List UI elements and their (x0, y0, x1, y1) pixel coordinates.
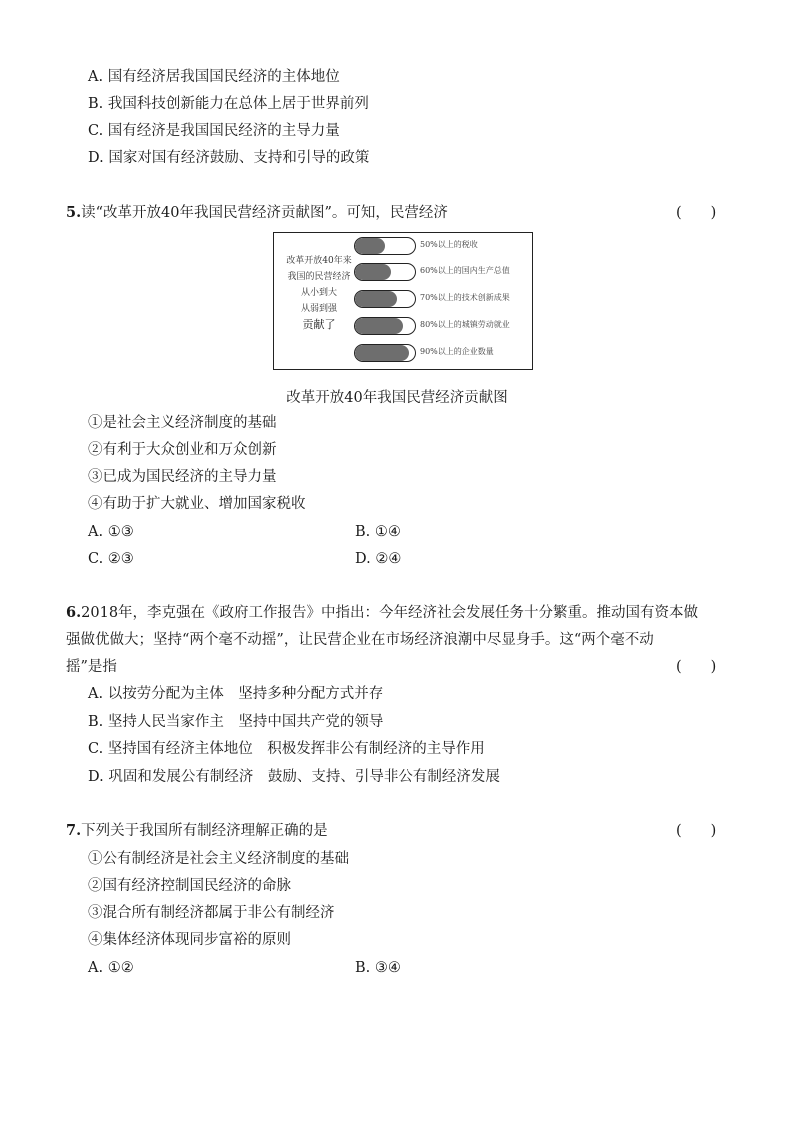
q6-stem-line2: 强做优做大；坚持“两个毫不动摇”，让民营企业在市场经济浪潮中尽显身手。这“两个毫不动 (66, 632, 654, 648)
q4-option-a: A. 国有经济居我国国民经济的主体地位 (88, 69, 340, 85)
q5-stem-text: 读“改革开放40年我国民营经济贡献图”。可知，民营经济 (81, 205, 448, 221)
q4-option-c: C. 国有经济是我国国民经济的主导力量 (88, 123, 340, 139)
figure-bar-label: 60%以上的国内生产总值 (420, 266, 510, 275)
figure-bar-row (354, 317, 530, 337)
figure-pill-fill (355, 345, 409, 361)
q6-stem-line1 (66, 603, 698, 623)
figure-pill-fill (355, 318, 403, 334)
q7-stem (66, 821, 328, 841)
q6-line1-text: 2018年，李克强在《政府工作报告》中指出：今年经济社会发展任务十分繁重。推动国有资本做 (81, 605, 699, 621)
q7-number: 7. (66, 822, 82, 839)
q7-answer-paren: ( ) (676, 823, 717, 839)
figure-pill (354, 263, 416, 281)
q5-option-d: D. ②④ (355, 551, 402, 567)
q5-statement-3: ③已成为国民经济的主导力量 (88, 469, 277, 485)
figure-left-line: 从弱到强 (300, 304, 337, 314)
contribution-figure (273, 232, 533, 370)
q5-option-c: C. ②③ (88, 551, 134, 567)
q6-number: 6. (66, 604, 82, 621)
q5-stem (66, 203, 448, 223)
q7-statement-4: ④集体经济体现同步富裕的原则 (88, 932, 291, 948)
q4-option-d: D. 国家对国有经济鼓励、支持和引导的政策 (88, 150, 370, 166)
figure-bar-row (354, 344, 530, 364)
figure-pill (354, 290, 416, 308)
figure-bar-row (354, 237, 530, 257)
figure-left-emphasis: 贡献了 (302, 318, 336, 331)
figure-left-text (280, 253, 358, 333)
figure-bar-row (354, 263, 530, 283)
q6-answer-paren: ( ) (676, 659, 717, 675)
figure-pill (354, 344, 416, 362)
figure-bar-label: 80%以上的城镇劳动就业 (420, 320, 510, 329)
q7-option-b: B. ③④ (355, 960, 401, 976)
q6-option-d: D. 巩固和发展公有制经济 鼓励、支持、引导非公有制经济发展 (88, 769, 500, 785)
q5-statement-4: ④有助于扩大就业、增加国家税收 (88, 496, 306, 512)
q6-option-c: C. 坚持国有经济主体地位 积极发挥非公有制经济的主导作用 (88, 741, 485, 757)
figure-left-line: 我国的民营经济 (287, 272, 351, 282)
q5-option-a: A. ①③ (88, 524, 134, 540)
q6-stem-line3: 摇”是指 (66, 659, 117, 675)
figure-bar-label: 70%以上的技术创新成果 (420, 293, 510, 302)
q6-option-a: A. 以按劳分配为主体 坚持多种分配方式并存 (88, 686, 384, 702)
figure-pill (354, 237, 416, 255)
q6-option-b: B. 坚持人民当家作主 坚持中国共产党的领导 (88, 714, 384, 730)
q7-stem-text: 下列关于我国所有制经济理解正确的是 (81, 823, 328, 839)
figure-pill-fill (355, 291, 397, 307)
q7-option-a: A. ①② (88, 960, 134, 976)
figure-pill-fill (355, 264, 391, 280)
figure-bar-row (354, 290, 530, 310)
q5-number: 5. (66, 204, 82, 221)
figure-left-line: 从小到大 (300, 288, 337, 298)
q5-option-b: B. ①④ (355, 524, 401, 540)
figure-bar-label: 50%以上的税收 (420, 240, 478, 249)
figure-caption: 改革开放40年我国民营经济贡献图 (286, 390, 508, 406)
q5-statement-1: ①是社会主义经济制度的基础 (88, 415, 277, 431)
q5-answer-paren: ( ) (676, 205, 717, 221)
q7-statement-2: ②国有经济控制国民经济的命脉 (88, 878, 291, 894)
figure-bar-label: 90%以上的企业数量 (420, 347, 494, 356)
q7-statement-1: ①公有制经济是社会主义经济制度的基础 (88, 851, 349, 867)
q7-statement-3: ③混合所有制经济都属于非公有制经济 (88, 905, 335, 921)
figure-pill (354, 317, 416, 335)
figure-left-line: 改革开放40年来 (286, 256, 352, 266)
q5-statement-2: ②有利于大众创业和万众创新 (88, 442, 277, 458)
figure-pill-fill (355, 238, 385, 254)
q4-option-b: B. 我国科技创新能力在总体上居于世界前列 (88, 96, 369, 112)
